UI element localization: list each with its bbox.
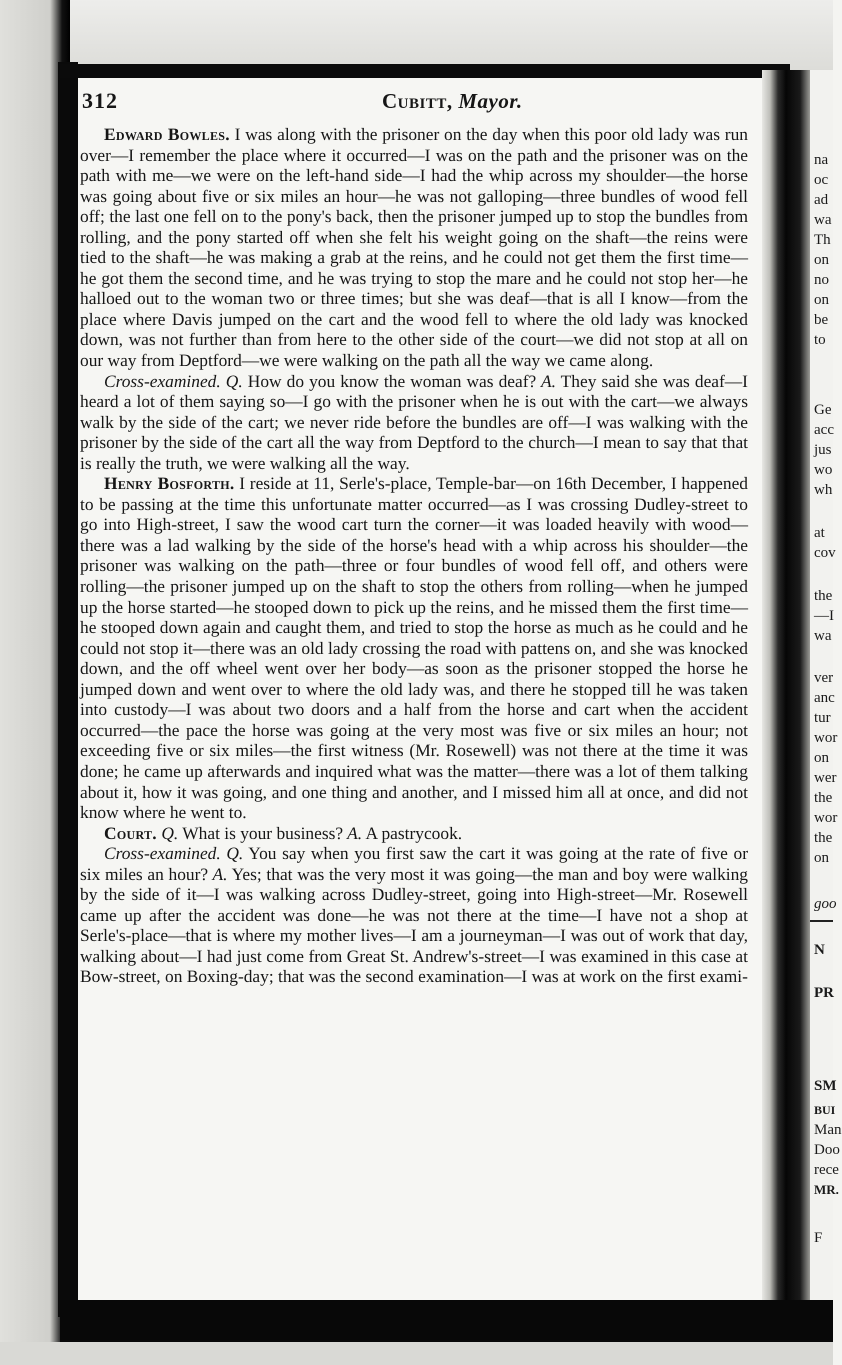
scan-bottom-margin <box>0 1342 833 1365</box>
right-page-word: on <box>814 750 829 766</box>
paragraph-court <box>80 823 748 844</box>
question-marker: Q. <box>220 843 244 864</box>
right-page-word: anc <box>814 690 835 706</box>
running-head-name: Cubitt, <box>382 89 453 113</box>
right-page-word: PR <box>814 985 834 1001</box>
speaker-name: Henry Bosforth. <box>104 473 235 494</box>
right-page-word: MR. <box>814 1182 839 1197</box>
right-page-word: wor <box>814 810 838 826</box>
right-page-word: wo <box>814 462 833 478</box>
testimony: I reside at 11, Serle's-place, Temple-bar—on 16th December, I happened to be passing at the time this unfortunate matter occurred—as I was crossing Dudley-street to go into High-street, I saw the wood cart turn the corner—it was loaded heavily with wood—there was a lad walking by the side of the horse's head with a whip across his shoulder—the prisoner was walking on the path—three or four bundles of wood fell off, and others were rolling—the prisoner jumped up on the shaft to stop the others from rolling—when he jumped up the horse started—he stooped down to pick up the reins, and he missed them the first time—he stooped down again and caught them, and tried to stop the horse as much as he could and he could not stop it—there was an old lady crossing the road with pattens on, and she was knocked down, and the off wheel went over her body—as soon as the prisoner stopped the horse he jumped down and went over to where the old lady was, and there he stopped till he was taken into custody—I was about two doors and a half from the horse and cart when the accident occurred—the pace the horse was going at the very most was five or six miles an hour; not exceeding five or six miles—the first witness (Mr. Rosewell) was not there at the time it was done; he came up afterwards and inquired what was the matter—there was a lot of them talking about it, how it was going, and one thing and another, and I missed him all at once, and did not know where he went to. <box>80 473 749 823</box>
right-page-word: wh <box>814 482 833 498</box>
paragraph-bosforth <box>80 473 748 822</box>
right-page-word: no <box>814 272 829 288</box>
scan-top-margin <box>0 0 833 72</box>
speaker-name: Court. <box>104 822 157 843</box>
running-head-role: Mayor. <box>458 89 523 113</box>
right-page-word: wor <box>814 730 838 746</box>
question-text: How do you know the woman was deaf? <box>242 370 537 391</box>
right-page-word: the <box>814 790 833 806</box>
paragraph-cross-examination <box>80 371 748 474</box>
right-page-word: the <box>814 830 833 846</box>
right-page-word: ver <box>814 670 834 686</box>
right-page-word: Man <box>814 1122 842 1138</box>
right-page-word: ad <box>814 192 829 208</box>
answer-marker: A. <box>208 863 228 884</box>
testimony-text <box>80 124 748 987</box>
page-header <box>82 88 622 118</box>
page-number: 312 <box>82 88 118 113</box>
cross-examined-label: Cross-examined. <box>104 370 221 391</box>
answer-marker: A. <box>536 370 556 391</box>
right-page-word: rece <box>814 1162 839 1178</box>
right-page-word: on <box>814 850 829 866</box>
right-page-word: the <box>814 588 833 604</box>
testimony: I was along with the prisoner on the day when this poor old lady was run over—I remember the place where it occurred—I was on the path and the prisoner was on the path with me—we were on the left-hand side—I had the whip across my shoulder—the horse was going about five or six miles an hour—he was not galloping—three bundles of wood fell off; the last one fell on to the pony's back, then the prisoner jumped up to stop the bundles from rolling, and the pony started off when she felt his weight going on the shaft—the reins were tied to the shaft—he was making a grab at the reins, and he could not get them the first time—he got them the second time, and he was trying to stop the mare and he could not stop her—he halloed out to the woman two or three times; but she was deaf—that is all I know—from the place where Davis jumped on the cart and the wood fell to where the old lady was knocked down, was not further than from here to the other side of the court—we did not stop at all on our way from Deptford—we were walking on the path all the way we came along. <box>80 124 748 371</box>
right-page-word: F <box>814 1230 823 1246</box>
answer-text: Yes; that was the very most it was going—the man and boy were walking by the side of it—I was walking across Dudley-street, going into High-street—Mr. Rosewell came up after the accident was done—he was not there at the time—I have not a shop at Serle's-place—that is where my mother lives—I am a journeyman—I was out of work that day, walking about—I had just come from Great St. Andrew's-street—I was examined in this case at Bow-street, on Boxing-day; that was the second examination—I was at work on the first exami- <box>80 863 748 987</box>
question-text: What is your business? <box>178 822 344 843</box>
cross-examined-label: Cross-examined. <box>104 843 221 864</box>
right-page-word: Doo <box>814 1142 840 1158</box>
right-page-word: to <box>814 332 826 348</box>
right-page-word: on <box>814 252 829 268</box>
right-page-word: wa <box>814 212 832 228</box>
paragraph-bowles <box>80 124 748 371</box>
book-top-edge <box>60 64 790 78</box>
book-gutter <box>762 70 812 1310</box>
right-page-word: goo <box>814 896 837 912</box>
right-page-word: wer <box>814 770 837 786</box>
question-text: You say when you first saw the cart it was going at the rate of five or six miles an hour? <box>80 843 748 884</box>
right-page-word: wa <box>814 628 832 644</box>
right-page-word: N <box>814 942 825 958</box>
right-page-word: be <box>814 312 829 328</box>
running-head <box>382 89 523 114</box>
right-page-word: Ge <box>814 402 832 418</box>
answer-text: A pastrycook. <box>362 822 463 843</box>
right-page-rule <box>810 920 833 922</box>
speaker-name: Edward Bowles. <box>104 124 230 144</box>
right-page-word: acc <box>814 422 834 438</box>
right-page-word: Th <box>814 232 831 248</box>
answer-marker: A. <box>343 822 363 843</box>
right-page-word: SM <box>814 1078 837 1094</box>
right-page-word: jus <box>814 442 832 458</box>
right-page-word: at <box>814 525 825 541</box>
right-page-word: tur <box>814 710 831 726</box>
right-page-word: BUI <box>814 1103 836 1117</box>
paragraph-cross-examination <box>80 843 748 987</box>
right-page-word: oc <box>814 172 829 188</box>
book-bottom-edge <box>60 1300 833 1342</box>
question-marker: Q. <box>220 370 243 391</box>
book-left-edge <box>58 62 78 1317</box>
question-marker: Q. <box>156 822 179 843</box>
right-page-word: cov <box>814 545 836 561</box>
right-page-word: na <box>814 152 829 168</box>
right-page-fragment <box>810 70 842 1302</box>
right-page-word: —I <box>814 608 834 624</box>
right-page-word: on <box>814 292 829 308</box>
answer-text: They said she was deaf—I heard a lot of them saying so—I go with the prisoner when he is out with the cart—we always walk by the side of the cart; we never ride before the bundles are off—I was walking with the prisoner by the side of the cart all the way from Deptford to the church—I mean to say that that is really the truth, we were walking all the way. <box>80 370 748 473</box>
